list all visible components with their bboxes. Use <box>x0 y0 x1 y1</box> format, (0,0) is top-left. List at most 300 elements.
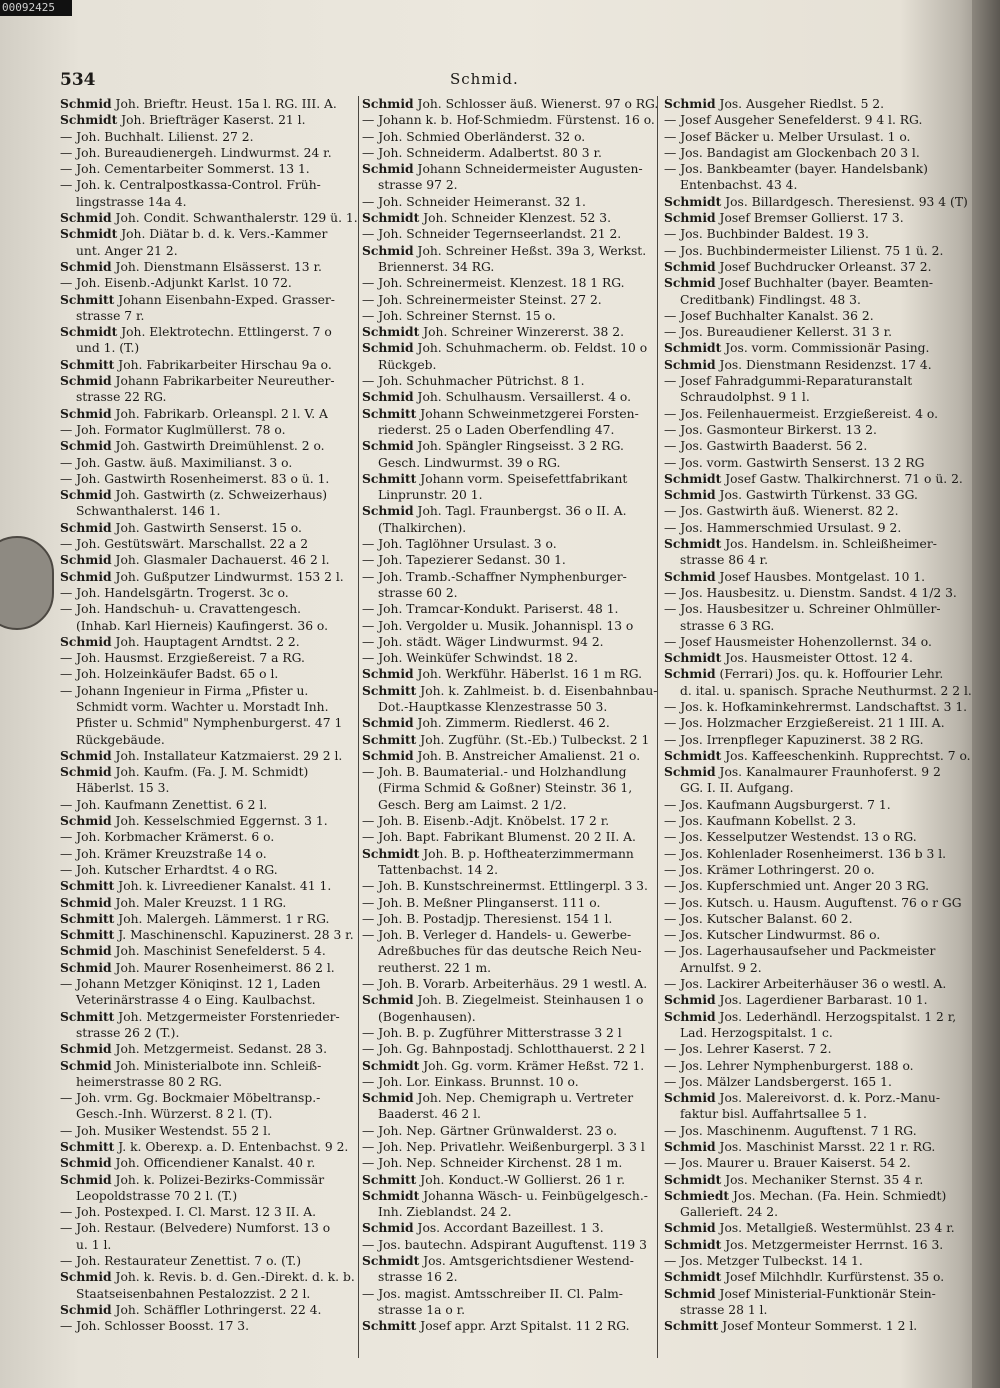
directory-entry <box>664 911 976 927</box>
entry-text: Jos. Accordant Bazeillest. 1 3. <box>417 1221 604 1236</box>
entry-text: — Josef Ausgeher Senefelderst. 9 4 l. RG. <box>664 113 923 128</box>
entry-text: — Joh. Hausmst. Erzgießereist. 7 a RG. <box>60 651 305 666</box>
entry-surname: Schmidt <box>362 1187 420 1203</box>
entry-text: Joh. Officendiener Kanalst. 40 r. <box>115 1156 316 1171</box>
directory-entry <box>362 438 662 454</box>
directory-entry <box>362 96 662 112</box>
entry-text: Joh. Fabrikarb. Orleanspl. 2 l. V. A <box>115 406 328 421</box>
entry-text: — Joh. Lor. Einkass. Brunnst. 10 o. <box>362 1074 579 1089</box>
entry-text: — Joh. Restaur. (Belvedere) Numforst. 13 o <box>60 1221 331 1236</box>
entry-text: Joh. B. Ziegelmeist. Steinhausen 1 o <box>417 993 644 1008</box>
entry-surname: Schmid <box>60 959 112 975</box>
directory-entry <box>664 340 976 356</box>
directory-entry <box>362 960 662 976</box>
entry-text: — Joh. B. Eisenb.-Adjt. Knöbelst. 17 2 r. <box>362 814 610 829</box>
directory-entry <box>664 1025 976 1041</box>
entry-text: Joh. Briefträger Kaserst. 21 l. <box>121 113 306 128</box>
entry-text: Josef Ministerial-Funktionär Stein- <box>719 1286 936 1301</box>
running-head: Schmid. <box>450 70 519 88</box>
entry-surname: Schmitt <box>362 405 417 421</box>
directory-entry <box>60 1220 360 1236</box>
directory-entry <box>664 1074 976 1090</box>
directory-entry <box>362 275 662 291</box>
entry-text: — Josef Hausmeister Hohenzollernst. 34 o. <box>664 634 932 649</box>
entry-surname: Schmid <box>60 210 112 226</box>
page-number: 534 <box>60 70 96 90</box>
directory-entry <box>362 503 662 519</box>
entry-text: — Jos. Kutscher Lindwurmst. 86 o. <box>664 928 881 943</box>
entry-text: GG. I. II. Aufgang. <box>680 781 794 796</box>
entry-text: Joh. Glasmaler Dachauerst. 46 2 l. <box>115 553 330 568</box>
entry-text: Joh. Fabrikarbeiter Hirschau 9a o. <box>118 357 332 372</box>
directory-entry <box>362 177 662 193</box>
entry-text: Joh. Schäffler Lothringerst. 22 4. <box>115 1302 322 1317</box>
entry-text: Joh. Nep. Chemigraph u. Vertreter <box>417 1091 634 1106</box>
directory-entry <box>362 862 662 878</box>
directory-entry <box>60 194 360 210</box>
directory-entry <box>362 112 662 128</box>
directory-entry <box>664 943 976 959</box>
directory-entry <box>362 1058 662 1074</box>
directory-entry <box>60 520 360 536</box>
entry-text: Johann Fabrikarbeiter Neureuther- <box>115 374 335 389</box>
entry-text: — Joh. Schreinermeister Steinst. 27 2. <box>362 292 602 307</box>
entry-text: — Joh. Nep. Gärtner Grünwalderst. 23 o. <box>362 1123 618 1138</box>
entry-text: Schraudolphst. 9 1 l. <box>680 390 810 405</box>
entry-text: — Joh. Gg. Bahnpostadj. Schlotthauerst. 2 2 l <box>362 1042 645 1057</box>
directory-entry <box>60 1106 360 1122</box>
entry-text: Joh. B. Anstreicher Amalienst. 21 o. <box>417 748 641 763</box>
directory-entry <box>664 455 976 471</box>
entry-text: Joh. k. Polizei-Bezirks-Commissär <box>115 1172 325 1187</box>
entry-text: Häberlst. 15 3. <box>76 781 170 796</box>
entry-surname: Schmidt <box>362 210 420 226</box>
directory-entry <box>362 634 662 650</box>
entry-surname: Schmid <box>664 764 716 780</box>
directory-entry <box>664 618 976 634</box>
entry-text: Jos. Lagerdiener Barbarast. 10 1. <box>719 993 928 1008</box>
entry-surname: Schmid <box>60 568 112 584</box>
entry-text: Johann Schweinmetzgerei Forsten- <box>420 406 639 421</box>
entry-surname: Schmidt <box>60 324 118 340</box>
entry-text: riederst. 25 o Laden Oberfendling 47. <box>378 422 615 437</box>
entry-text: Jos. Malereivorst. d. k. Porz.-Manu- <box>719 1091 940 1106</box>
directory-entry <box>664 112 976 128</box>
entry-surname: Schmid <box>664 210 716 226</box>
entry-text: Josef Buchdrucker Orleanst. 37 2. <box>719 259 932 274</box>
directory-entry <box>664 503 976 519</box>
entry-text: — Joh. Nep. Schneider Kirchenst. 28 1 m. <box>362 1156 623 1171</box>
entry-text: — Joh. Bureaudienergeh. Lindwurmst. 24 r. <box>60 145 332 160</box>
directory-column-3 <box>664 96 976 1335</box>
entry-text: — Joh. Kutscher Erhardtst. 4 o RG. <box>60 862 278 877</box>
entry-text: Josef Buchhalter (bayer. Beamten- <box>719 276 934 291</box>
directory-entry <box>362 943 662 959</box>
directory-entry <box>60 813 360 829</box>
directory-entry <box>60 1155 360 1171</box>
directory-entry <box>60 1041 360 1057</box>
directory-entry <box>60 455 360 471</box>
entry-surname: Schmitt <box>362 731 417 747</box>
directory-entry <box>60 389 360 405</box>
directory-entry <box>60 1237 360 1253</box>
entry-text: und 1. (T.) <box>76 341 140 356</box>
directory-entry <box>664 683 976 699</box>
entry-text: Jos. Gastwirth Türkenst. 33 GG. <box>719 488 918 503</box>
directory-entry <box>362 1090 662 1106</box>
entry-text: — Joh. Schneiderm. Adalbertst. 80 3 r. <box>362 145 602 160</box>
directory-entry <box>362 992 662 1008</box>
entry-text: — Jos. Kesselputzer Westendst. 13 o RG. <box>664 830 917 845</box>
directory-entry <box>60 145 360 161</box>
entry-text: Joh. Dienstmann Elsässerst. 13 r. <box>115 259 322 274</box>
directory-entry <box>60 275 360 291</box>
entry-surname: Schmid <box>60 1301 112 1317</box>
directory-entry <box>362 455 662 471</box>
entry-surname: Schmiedt <box>664 1187 730 1203</box>
entry-surname: Schmitt <box>362 682 417 698</box>
directory-entry <box>60 129 360 145</box>
entry-text: — Joh. Bapt. Fabrikant Blumenst. 20 2 II. A. <box>362 830 636 845</box>
directory-column-1 <box>60 96 360 1335</box>
entry-text: — Joh. Schneider Heimeranst. 32 1. <box>362 194 586 209</box>
entry-text: Jos. vorm. Commissionär Pasing. <box>725 341 930 356</box>
entry-surname: Schmidt <box>664 747 722 763</box>
entry-text: — Joh. Vergolder u. Musik. Johannispl. 13 o <box>362 618 634 633</box>
directory-entry <box>664 96 976 112</box>
entry-text: Josef appr. Arzt Spitalst. 11 2 RG. <box>420 1319 630 1334</box>
entry-text: (Ferrari) Jos. qu. k. Hoffourier Lehr. <box>719 667 944 682</box>
entry-text: Josef Hausbes. Montgelast. 10 1. <box>719 569 926 584</box>
directory-entry <box>60 1009 360 1025</box>
entry-text: Entenbachst. 43 4. <box>680 178 798 193</box>
directory-entry <box>664 862 976 878</box>
entry-text: strasse 7 r. <box>76 308 145 323</box>
directory-entry <box>60 503 360 519</box>
entry-text: — Jos. Buchbinder Baldest. 19 3. <box>664 227 869 242</box>
directory-entry <box>60 161 360 177</box>
entry-text: (Firma Schmid & Goßner) Steinstr. 36 1, <box>378 781 633 796</box>
directory-entry <box>60 1123 360 1139</box>
entry-text: Adreßbuches für das deutsche Reich Neu- <box>378 944 642 959</box>
entry-surname: Schmid <box>362 96 414 111</box>
entry-text: Johanna Wäsch- u. Feinbügelgesch.- <box>423 1188 648 1203</box>
directory-entry <box>664 1253 976 1269</box>
entry-text: — Joh. Buchhalt. Lilienst. 27 2. <box>60 129 254 144</box>
directory-entry <box>362 292 662 308</box>
entry-text: Josef Bremser Gollierst. 17 3. <box>719 211 904 226</box>
directory-entry <box>60 1058 360 1074</box>
directory-entry <box>664 1123 976 1139</box>
directory-entry <box>60 438 360 454</box>
entry-text: — Josef Bäcker u. Melber Ursulast. 1 o. <box>664 129 911 144</box>
directory-entry <box>664 1106 976 1122</box>
directory-entry <box>60 666 360 682</box>
directory-entry <box>362 1286 662 1302</box>
entry-text: Jos. Mechan. (Fa. Hein. Schmiedt) <box>733 1188 947 1203</box>
directory-entry <box>664 699 976 715</box>
directory-entry <box>362 569 662 585</box>
directory-entry <box>362 650 662 666</box>
directory-entry <box>362 1220 662 1236</box>
directory-entry <box>60 569 360 585</box>
entry-text: — Joh. Schmied Oberländerst. 32 o. <box>362 129 586 144</box>
directory-entry <box>362 1123 662 1139</box>
entry-surname: Schmid <box>664 1285 716 1301</box>
entry-surname: Schmitt <box>60 1008 115 1024</box>
entry-text: Arnulfst. 9 2. <box>680 960 762 975</box>
entry-text: Joh. Spängler Ringseisst. 3 2 RG. <box>417 439 624 454</box>
entry-surname: Schmidt <box>362 324 420 340</box>
directory-entry <box>664 552 976 568</box>
entry-text: Rückgeb. <box>378 357 437 372</box>
entry-text: Jos. Kaffeeschenkinh. Rupprechtst. 7 o. <box>725 748 971 763</box>
scan-identifier: 00092425 <box>0 0 72 16</box>
directory-entry <box>664 226 976 242</box>
entry-text: Jos. Dienstmann Residenzst. 17 4. <box>719 357 932 372</box>
entry-text: Joh. Maschinist Senefelderst. 5 4. <box>115 944 326 959</box>
directory-entry <box>664 992 976 1008</box>
entry-text: — Johann k. b. Hof-Schmiedm. Fürstenst. 16 o. <box>362 113 655 128</box>
entry-text: Joh. Ministerialbote inn. Schleiß- <box>115 1058 322 1073</box>
entry-text: — Jos. Lehrer Nymphenburgerst. 188 o. <box>664 1058 914 1073</box>
entry-text: faktur bisl. Auffahrtsallee 5 1. <box>680 1107 867 1122</box>
entry-text: — Joh. Schuhmacher Pütrichst. 8 1. <box>362 374 585 389</box>
entry-text: — Jos. Feilenhauermeist. Erzgießereist. 4 o. <box>664 406 939 421</box>
directory-entry <box>60 601 360 617</box>
entry-text: — Jos. Irrenpfleger Kapuzinerst. 38 2 RG. <box>664 732 924 747</box>
entry-text: strasse 86 4 r. <box>680 553 768 568</box>
directory-entry <box>362 161 662 177</box>
entry-text: — Joh. Gastw. äuß. Maximilianst. 3 o. <box>60 455 293 470</box>
directory-entry <box>362 829 662 845</box>
entry-surname: Schmid <box>362 715 414 731</box>
entry-text: strasse 16 2. <box>378 1270 458 1285</box>
entry-text: — Joh. Cementarbeiter Sommerst. 13 1. <box>60 162 310 177</box>
entry-text: Jos. Mechaniker Sternst. 35 4 r. <box>725 1172 924 1187</box>
entry-surname: Schmid <box>664 992 716 1008</box>
entry-text: Joh. Schuhmacherm. ob. Feldst. 10 o <box>417 341 648 356</box>
entry-surname: Schmid <box>60 487 112 503</box>
entry-text: Schwanthalerst. 146 1. <box>76 504 221 519</box>
entry-surname: Schmid <box>60 1057 112 1073</box>
entry-text: — Jos. Buchbindermeister Lilienst. 75 1 ü. 2. <box>664 243 944 258</box>
entry-text: — Jos. k. Hofkaminkehrermst. Landschaftst. 3 1. <box>664 699 968 714</box>
entry-text: Josef Gastw. Thalkirchnerst. 71 o ü. 2. <box>725 471 963 486</box>
entry-surname: Schmidt <box>664 340 722 356</box>
entry-text: — Jos. Lehrer Kaserst. 7 2. <box>664 1042 832 1057</box>
entry-text: — Josef Fahradgummi-Reparaturanstalt <box>664 374 913 389</box>
directory-entry <box>60 992 360 1008</box>
directory-entry <box>664 406 976 422</box>
entry-surname: Schmid <box>60 943 112 959</box>
entry-surname: Schmid <box>664 568 716 584</box>
directory-entry <box>60 552 360 568</box>
entry-text: strasse 6 3 RG. <box>680 618 775 633</box>
entry-text: Jos. Metzgermeister Herrnst. 16 3. <box>725 1237 944 1252</box>
entry-text: Jos. Ausgeher Riedlst. 5 2. <box>719 97 885 111</box>
entry-text: — Jos. Kaufmann Augsburgerst. 7 1. <box>664 797 891 812</box>
entry-text: strasse 22 RG. <box>76 390 167 405</box>
directory-entry <box>362 927 662 943</box>
entry-text: Joh. Metzgermeister Forstenrieder- <box>118 1009 340 1024</box>
directory-entry <box>362 1172 662 1188</box>
entry-text: — Joh. B. Vorarb. Arbeiterhäus. 29 1 westl. A. <box>362 977 648 992</box>
directory-entry <box>60 1204 360 1220</box>
directory-entry <box>60 112 360 128</box>
directory-entry <box>60 1318 360 1334</box>
entry-text: — Joh. Tramcar-Kondukt. Pariserst. 48 1. <box>362 602 619 617</box>
entry-text: — Jos. magist. Amtsschreiber II. Cl. Palm- <box>362 1286 623 1301</box>
entry-surname: Schmidt <box>362 1253 420 1269</box>
entry-text: — Joh. Tramb.-Schaffner Nymphenburger- <box>362 569 627 584</box>
directory-entry <box>664 1139 976 1155</box>
directory-entry <box>362 406 662 422</box>
directory-entry <box>60 748 360 764</box>
entry-text: Jos. Billardgesch. Theresienst. 93 4 (T) <box>725 194 968 209</box>
entry-surname: Schmid <box>362 340 414 356</box>
directory-entry <box>60 177 360 193</box>
directory-entry <box>664 1041 976 1057</box>
directory-entry <box>60 292 360 308</box>
entry-text: Jos. Hausmeister Ottost. 12 4. <box>725 651 913 666</box>
entry-surname: Schmid <box>664 258 716 274</box>
directory-entry <box>362 911 662 927</box>
directory-entry <box>664 895 976 911</box>
directory-entry <box>60 911 360 927</box>
book-spine-edge <box>972 0 1000 1388</box>
entry-text: Joh. Installateur Katzmaierst. 29 2 l. <box>115 748 343 763</box>
entry-text: Tattenbachst. 14 2. <box>378 862 499 877</box>
entry-text: — Jos. Bankbeamter (bayer. Handelsbank) <box>664 162 928 177</box>
entry-text: unt. Anger 21 2. <box>76 243 178 258</box>
directory-entry <box>664 634 976 650</box>
entry-text: — Jos. Krämer Lothringerst. 20 o. <box>664 862 875 877</box>
entry-surname: Schmid <box>664 487 716 503</box>
entry-text: — Joh. Musiker Westendst. 55 2 l. <box>60 1123 271 1138</box>
entry-text: — Joh. Eisenb.-Adjunkt Karlst. 10 72. <box>60 276 292 291</box>
entry-text: Veterinärstrasse 4 o Eing. Kaulbachst. <box>76 993 316 1008</box>
entry-surname: Schmid <box>60 747 112 763</box>
entry-text: — Jos. Metzger Tulbeckst. 14 1. <box>664 1254 863 1269</box>
entry-text: Inh. Zieblandst. 24 2. <box>378 1205 512 1220</box>
entry-surname: Schmidt <box>362 845 420 861</box>
entry-text: — Joh. städt. Wäger Lindwurmst. 94 2. <box>362 634 604 649</box>
entry-surname: Schmid <box>664 1090 716 1106</box>
entry-surname: Schmitt <box>362 470 417 486</box>
directory-entry <box>60 1302 360 1318</box>
directory-entry <box>362 145 662 161</box>
directory-entry <box>60 357 360 373</box>
entry-text: — Joh. Tapezierer Sedanst. 30 1. <box>362 553 566 568</box>
entry-text: Schmidt vorm. Wachter u. Morstadt Inh. <box>76 699 329 714</box>
directory-entry <box>664 1058 976 1074</box>
directory-entry <box>664 878 976 894</box>
directory-entry <box>664 1204 976 1220</box>
directory-entry <box>664 927 976 943</box>
entry-surname: Schmidt <box>362 1057 420 1073</box>
entry-text: Baaderst. 46 2 l. <box>378 1107 481 1122</box>
directory-entry <box>362 797 662 813</box>
entry-surname: Schmid <box>362 747 414 763</box>
directory-entry <box>60 96 360 112</box>
entry-text: — Jos. Kaufmann Kobellst. 2 3. <box>664 814 857 829</box>
entry-text: Johann Schneidermeister Augusten- <box>417 162 643 177</box>
directory-entry <box>362 1302 662 1318</box>
directory-entry <box>664 601 976 617</box>
directory-entry <box>664 145 976 161</box>
directory-entry <box>664 373 976 389</box>
entry-surname: Schmid <box>362 438 414 454</box>
directory-entry <box>664 1302 976 1318</box>
directory-entry <box>664 1172 976 1188</box>
directory-entry <box>60 1253 360 1269</box>
entry-text: — Joh. vrm. Gg. Bockmaier Möbeltransp.- <box>60 1091 321 1106</box>
directory-entry <box>664 292 976 308</box>
entry-surname: Schmid <box>60 405 112 421</box>
entry-text: Gesch. Lindwurmst. 39 o RG. <box>378 455 561 470</box>
directory-entry <box>362 308 662 324</box>
entry-text: — Johann Ingenieur in Firma „Pfister u. <box>60 683 309 698</box>
entry-text: — Jos. Gastwirth äuß. Wienerst. 82 2. <box>664 504 899 519</box>
directory-entry <box>362 324 662 340</box>
entry-text: Joh. Konduct.-W Gollierst. 26 1 r. <box>420 1172 626 1187</box>
entry-text: Joh. Schreiner Heßst. 39a 3, Werkst. <box>417 243 647 258</box>
entry-surname: Schmid <box>60 1155 112 1171</box>
directory-entry <box>664 129 976 145</box>
directory-entry <box>362 1204 662 1220</box>
entry-text: Pfister u. Schmid" Nymphenburgerst. 47 1 <box>76 716 343 731</box>
entry-text: — Jos. Lackirer Arbeiterhäuser 36 o westl. A. <box>664 977 947 992</box>
entry-text: — Joh. B. Kunstschreinermst. Ettlingerpl. 3 3. <box>362 879 648 894</box>
entry-surname: Schmid <box>60 438 112 454</box>
directory-entry <box>362 813 662 829</box>
directory-entry <box>60 715 360 731</box>
entry-surname: Schmid <box>362 503 414 519</box>
entry-text: — Joh. Handelsgärtn. Trogerst. 3c o. <box>60 585 289 600</box>
directory-entry <box>664 846 976 862</box>
entry-text: Joh. Gastwirth (z. Schweizerhaus) <box>115 488 328 503</box>
entry-surname: Schmitt <box>60 878 115 894</box>
entry-text: — Jos. Kutscher Balanst. 60 2. <box>664 911 853 926</box>
directory-entry <box>664 357 976 373</box>
directory-entry <box>664 275 976 291</box>
directory-entry <box>60 406 360 422</box>
entry-text: strasse 60 2. <box>378 585 458 600</box>
entry-surname: Schmid <box>60 373 112 389</box>
directory-entry <box>362 666 662 682</box>
directory-entry <box>60 1025 360 1041</box>
directory-entry <box>362 878 662 894</box>
entry-text: (Inhab. Karl Hierneis) Kaufingerst. 36 o. <box>76 618 329 633</box>
entry-surname: Schmid <box>60 633 112 649</box>
directory-entry <box>664 438 976 454</box>
entry-surname: Schmid <box>664 275 716 291</box>
entry-text: Leopoldstrasse 70 2 l. (T.) <box>76 1188 238 1203</box>
entry-surname: Schmid <box>664 96 716 111</box>
binding-hole <box>0 536 54 630</box>
entry-surname: Schmid <box>60 813 112 829</box>
entry-surname: Schmid <box>362 992 414 1008</box>
entry-text: Jos. Metallgieß. Westermühlst. 23 4 r. <box>719 1221 955 1236</box>
directory-entry <box>60 829 360 845</box>
directory-entry <box>362 683 662 699</box>
directory-entry <box>60 308 360 324</box>
entry-surname: Schmid <box>362 1090 414 1106</box>
entry-text: — Jos. Mälzer Landsbergerst. 165 1. <box>664 1074 892 1089</box>
directory-entry <box>60 1188 360 1204</box>
entry-surname: Schmidt <box>664 650 722 666</box>
